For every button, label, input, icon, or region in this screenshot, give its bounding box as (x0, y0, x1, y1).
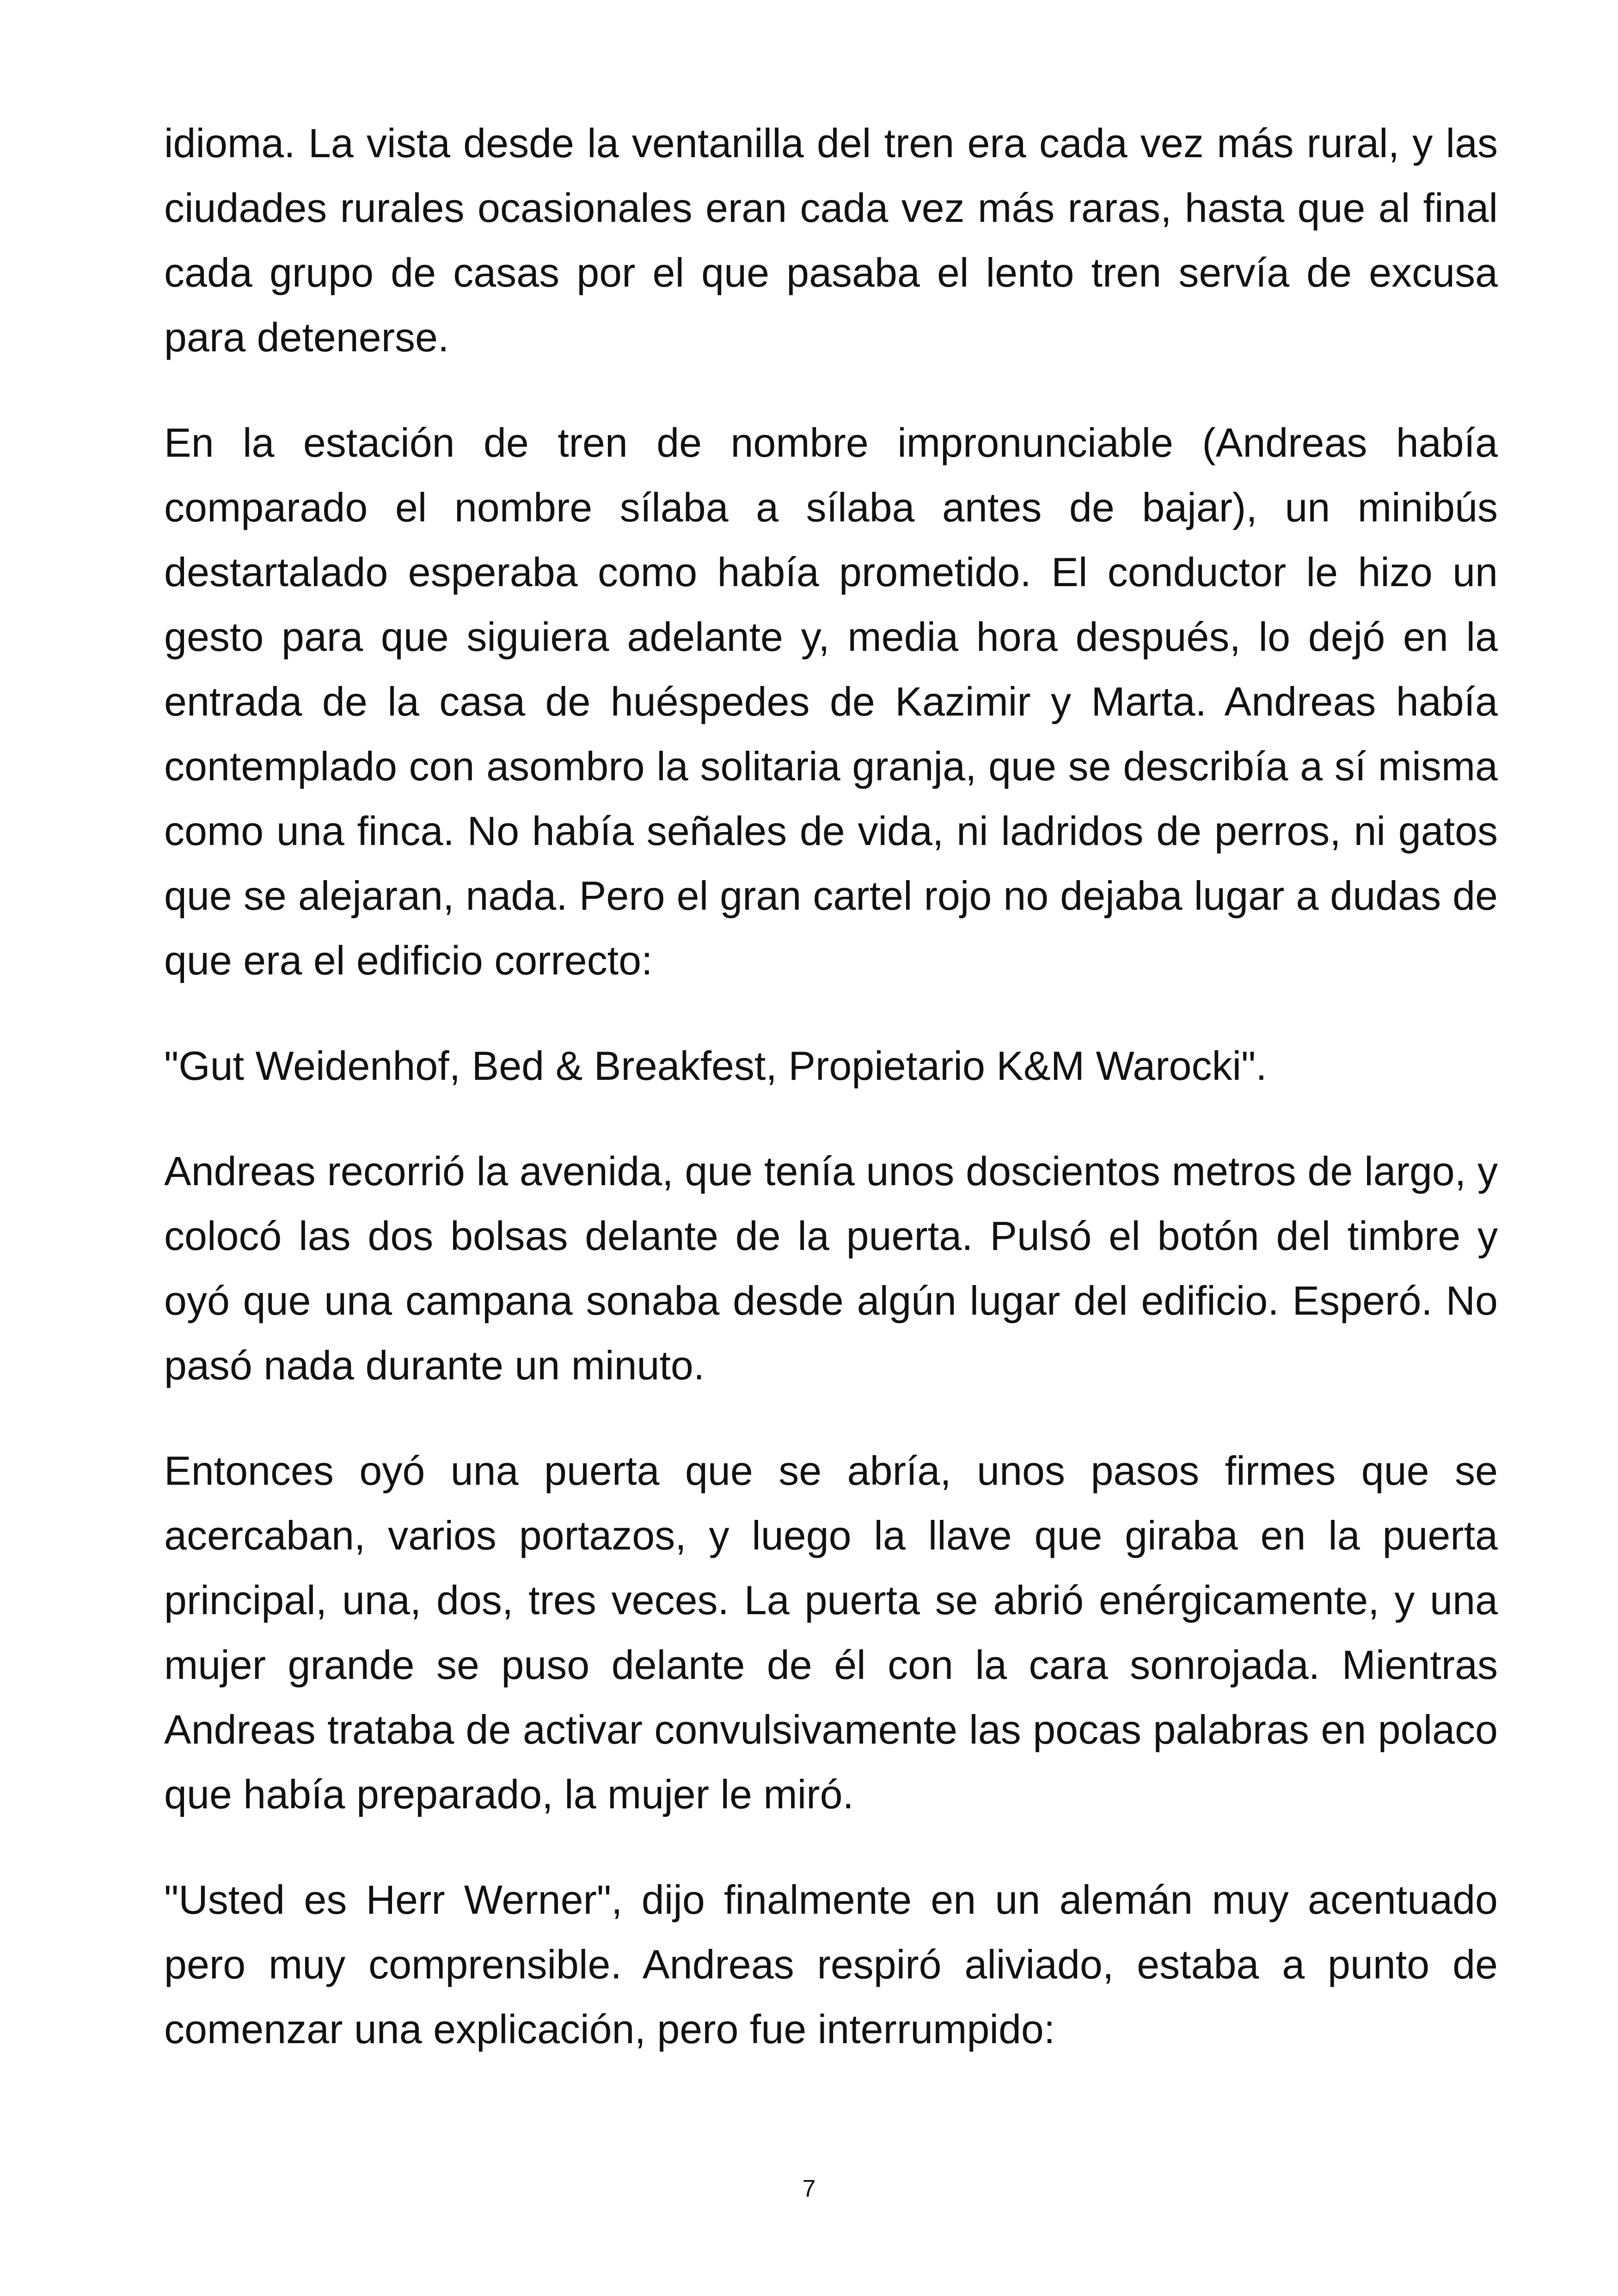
paragraph-sign-quote: "Gut Weidenhof, Bed & Breakfest, Propietario K&M Warocki". (164, 1043, 1267, 1089)
page-body (164, 111, 1498, 2102)
paragraph-herr-werner: "Usted es Herr Werner", dijo finalmente en un alemán muy acentuado pero muy comprensible. Andreas respiró aliviado, estaba a punto de comenzar una explicación, pero fue interrumpido: (164, 1877, 1498, 2052)
paragraph-doorbell: Andreas recorrió la avenida, que tenía unos doscientos metros de largo, y colocó las dos bolsas delante de la puerta. Pulsó el botón del timbre y oyó que una campana sonaba desde algún lugar del edificio. Esperó. No pasó nada durante un minuto. (164, 1148, 1498, 1388)
page-number: 7 (802, 2175, 816, 2202)
paragraph-station-arrival: En la estación de tren de nombre impronunciable (Andreas había comparado el nombre sílaba a sílaba antes de bajar), un minibús destartalado esperaba como había prometido. El conductor le hizo un gesto para que siguiera adelante y, media hora después, lo dejó en la entrada de la casa de huéspedes de Kazimir y Marta. Andreas había contemplado con asombro la solitaria granja, que se describía a sí misma como una finca. No había señales de vida, ni ladridos de perros, ni gatos que se alejaran, nada. Pero el gran cartel rojo no dejaba lugar a dudas de que era el edificio correcto: (164, 420, 1498, 983)
paragraph-door-opens: Entonces oyó una puerta que se abría, unos pasos firmes que se acercaban, varios portazos, y luego la llave que giraba en la puerta principal, una, dos, tres veces. La puerta se abrió enérgicamente, y una mujer grande se puso delante de él con la cara sonrojada. Mientras Andreas trataba de activar convulsivamente las pocas palabras en polaco que había preparado, la mujer le miró. (164, 1448, 1498, 1817)
paragraph-train-journey: idioma. La vista desde la ventanilla del tren era cada vez más rural, y las ciudades rurales ocasionales eran cada vez más raras, hasta que al final cada grupo de casas por el que pasaba el lento tren servía de excusa para detenerse. (164, 120, 1498, 360)
